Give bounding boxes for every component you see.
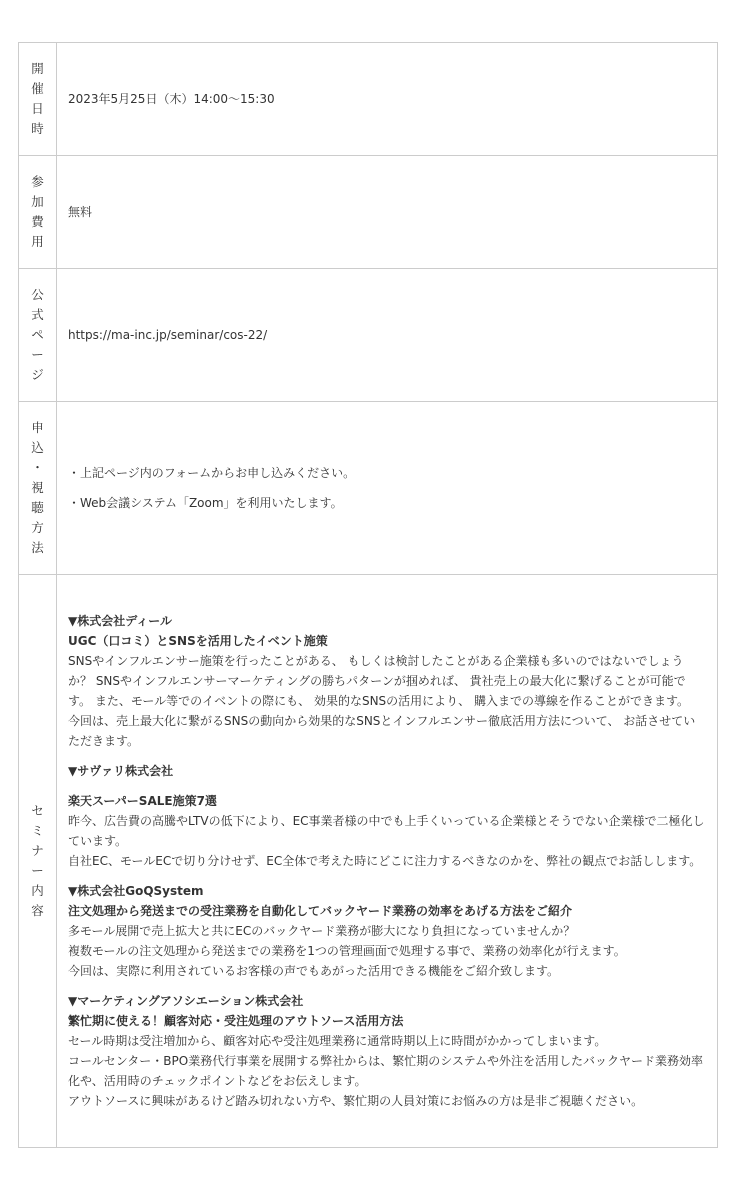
- session-description: コールセンター・BPO業務代行事業を展開する弊社からは、繁忙期のシステムや外注を活用したバックヤード業務効率化や、活用時のチェックポイントなどをお伝えします。: [68, 1054, 703, 1088]
- seminar-block: [68, 991, 706, 1111]
- seminar-row: [19, 575, 718, 1148]
- session-description: SNSやインフルエンサー施策を行ったことがある、 もしくは検討したことがある企業様も多いのではないでしょうか？ SNSやインフルエンサーマーケティングの勝ちパターンが掴めれば、 貴社売上の最大化に繋げることが可能です。 また、モール等でのイベントの際にも、 効果的なSNSの活用により、 購入までの導線を作ることができます。: [68, 654, 690, 708]
- apply-bullet: ・Web会議システム「Zoom」を利用いたします。: [68, 496, 343, 510]
- fee-value: 無料: [57, 156, 718, 269]
- session-description: 今回は、実際に利用されているお客様の声でもあがった活用できる機能をご紹介致します。: [68, 964, 560, 978]
- seminar-block: [68, 881, 706, 981]
- session-topic: 注文処理から発送までの受注業務を自動化してバックヤード業務の効率をあげる方法をご紹介: [68, 904, 573, 918]
- official-page-row: [19, 269, 718, 402]
- session-description: 昨今、広告費の高騰やLTVの低下により、EC事業者様の中でも上手くいっている企業様とそうでない企業様で二極化しています。: [68, 814, 705, 848]
- company-name: ▼株式会社ディール: [68, 614, 173, 628]
- session-topic: 楽天スーパーSALE施策7選: [68, 794, 217, 808]
- date-row: [19, 43, 718, 156]
- apply-bullet: ・上記ページ内のフォームからお申し込みください。: [68, 466, 356, 480]
- company-name: ▼株式会社GoQSystem: [68, 884, 204, 898]
- apply-row: [19, 402, 718, 575]
- fee-row: [19, 156, 718, 269]
- date-value: 2023年5月25日（木）14:00〜15:30: [57, 43, 718, 156]
- apply-value: [57, 402, 718, 575]
- session-topic: UGC（口コミ）とSNSを活用したイベント施策: [68, 634, 328, 648]
- seminar-block: [68, 611, 706, 751]
- official-page-label: 公 式 ペ ー ジ: [19, 269, 57, 402]
- date-label: 開 催 日 時: [19, 43, 57, 156]
- session-description: セール時期は受注増加から、顧客対応や受注処理業務に通常時期以上に時間がかかってしまいます。: [68, 1034, 607, 1048]
- company-name: ▼マーケティングアソシエーション株式会社: [68, 994, 304, 1008]
- session-description: 自社EC、モールECで切り分けせず、EC全体で考えた時にどこに注力するべきなのかを、弊社の観点でお話しします。: [68, 854, 702, 868]
- session-description: アウトソースに興味があるけど踏み切れない方や、繁忙期の人員対策にお悩みの方は是非ご視聴ください。: [68, 1094, 644, 1108]
- fee-label: 参 加 費 用: [19, 156, 57, 269]
- seminar-block: [68, 761, 706, 871]
- seminar-label: セ ミ ナ ー 内 容: [19, 575, 57, 1148]
- seminar-content: [57, 575, 718, 1148]
- session-description: 複数モールの注文処理から発送までの業務を1つの管理画面で処理する事で、業務の効率化が行えます。: [68, 944, 626, 958]
- company-name: ▼サヴァリ株式会社: [68, 764, 174, 778]
- apply-label: 申 込 ・ 視 聴 方 法: [19, 402, 57, 575]
- session-topic: 繁忙期に使える！顧客対応・受注処理のアウトソース活用方法: [68, 1014, 404, 1028]
- session-description: 今回は、売上最大化に繋がるSNSの動向から効果的なSNSとインフルエンサー徹底活用方法について、 お話させていただきます。: [68, 714, 696, 748]
- official-page-url: https://ma-inc.jp/seminar/cos-22/: [57, 269, 718, 402]
- session-description: 多モール展開で売上拡大と共にECのバックヤード業務が膨大になり負担になっていませんか？: [68, 924, 576, 938]
- seminar-info-table: [18, 42, 718, 1148]
